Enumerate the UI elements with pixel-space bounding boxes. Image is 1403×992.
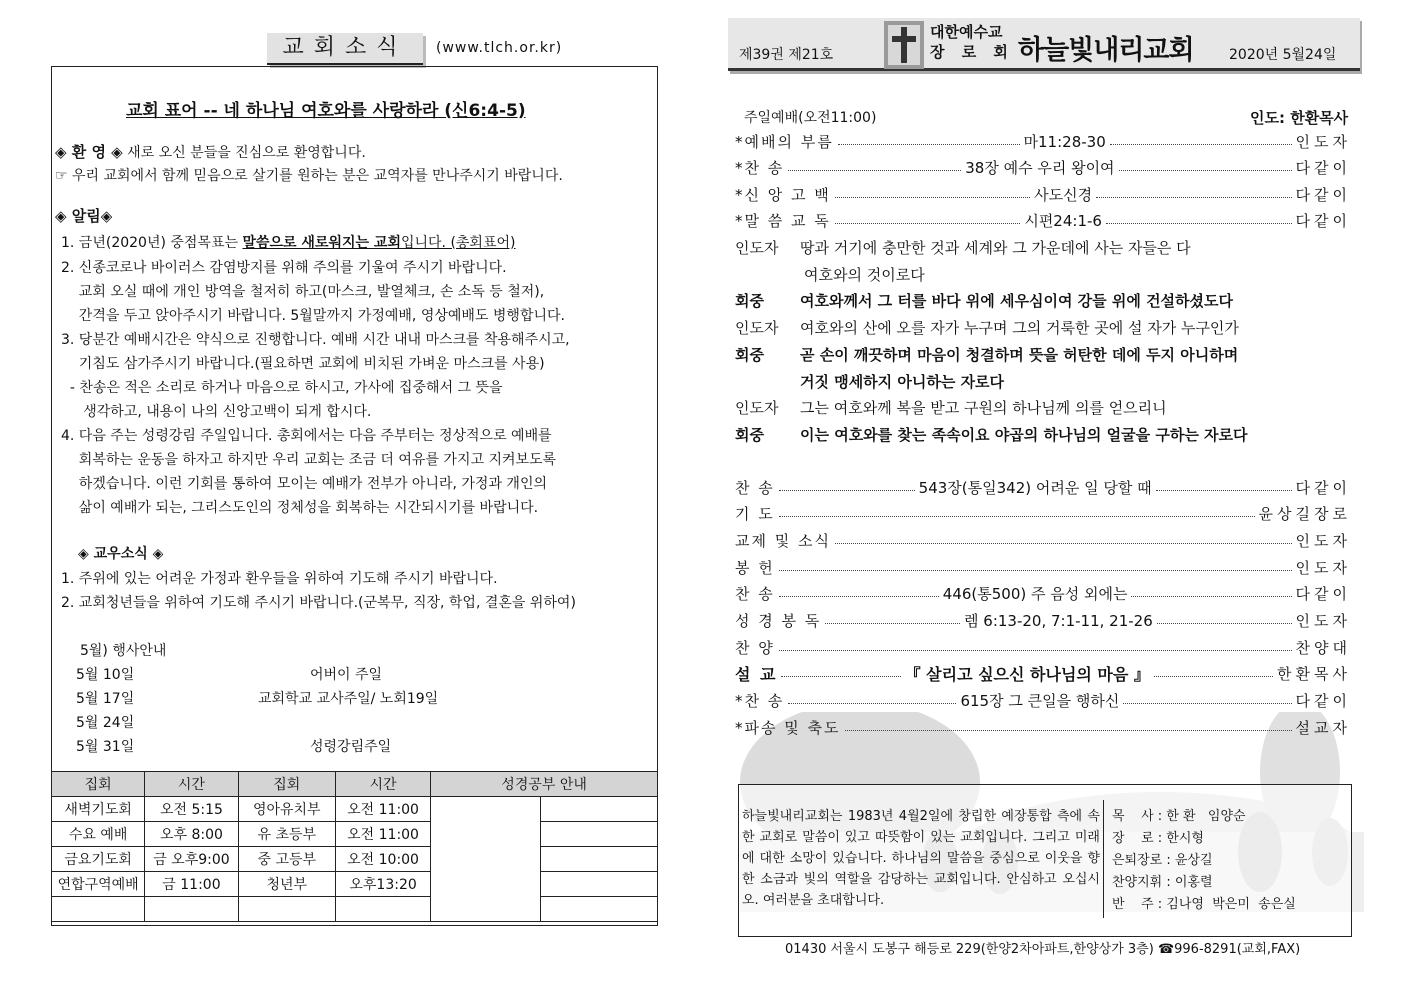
leader-dots — [1156, 490, 1292, 491]
order-role: 인도자 — [1295, 612, 1351, 630]
event-name: 성령강림주일 — [310, 739, 392, 755]
denomination-line-1: 대한예수교 — [930, 23, 1003, 41]
leader-dots — [1096, 197, 1291, 198]
schedule-header: 집회 — [52, 772, 145, 797]
church-motto: 교회 표어 -- 네 하나님 여호와를 사랑하라 (신6:4-5) — [126, 101, 526, 121]
responsive-text: 그는 여호와께 복을 받고 구원의 하나님께 의를 얻으리니 — [800, 399, 1167, 418]
responsive-text: 이는 여호와를 찾는 족속이요 야곱의 하나님의 얼굴을 구하는 자로다 — [800, 425, 1248, 444]
bible-study-cell — [540, 797, 657, 822]
order-role: 한환목사 — [1277, 665, 1351, 684]
notice-item: 생각하고, 내용이 나의 신앙고백이 되게 합시다. — [61, 404, 372, 420]
service-leader: 인도: 한환목사 — [1250, 109, 1349, 127]
order-role: 인도자 — [1295, 558, 1351, 577]
notice-item: 하겠습니다. 이런 기회를 통하여 모이는 예배가 전부가 아니라, 가정과 개인의 — [61, 476, 547, 492]
staff-member: 찬양지휘 : 이홍렬 — [1112, 875, 1213, 890]
schedule-row — [52, 872, 658, 897]
bible-study-cell — [540, 847, 657, 872]
welcome-text: 새로 오신 분들을 진심으로 환영합니다. — [122, 145, 366, 161]
congregation-label: 회중 — [735, 292, 764, 311]
order-item — [735, 184, 1351, 204]
bible-study-cell — [540, 822, 657, 847]
order-label: 찬 송 — [735, 478, 775, 497]
order-label: 찬 송 — [735, 585, 775, 604]
schedule-cell: 오전 11:00 — [335, 822, 430, 847]
volume-number: 제39권 제21호 — [739, 47, 834, 63]
leader-dots — [1106, 223, 1292, 224]
schedule-row — [52, 822, 658, 847]
leader-dots — [838, 144, 1020, 145]
schedule-header: 집회 — [238, 772, 335, 797]
leader-dots — [1157, 623, 1292, 624]
leader-dots — [1131, 596, 1291, 597]
order-role: 인도자 — [1295, 132, 1352, 151]
order-label: *찬 송 — [735, 159, 785, 177]
order-item — [735, 477, 1351, 497]
responsive-text: 여호와께서 그 터를 바다 위에 세우심이여 강들 위에 건설하셨도다 — [800, 292, 1234, 311]
notice-item: 2. 신종코로나 바이러스 감염방지를 위해 주의를 기울여 주시기 바랍니다. — [61, 260, 507, 276]
welcome-line-2: ☞ 우리 교회에서 함께 믿음으로 살기를 원하는 분은 교역자를 만나주시기 바랍니다. — [55, 168, 563, 184]
event-name: 어버이 주일 — [310, 667, 383, 683]
staff-member: 반 주 : 김나영 박은미 송은실 — [1112, 897, 1296, 912]
order-item — [735, 717, 1351, 737]
notice-item-1-c: 입니다. (총회표어) — [400, 235, 516, 251]
info-divider — [1103, 800, 1104, 918]
order-content: 『 살리고 싶으신 하나님의 마음 』 — [904, 665, 1150, 685]
bible-study-cell — [540, 872, 657, 897]
schedule-cell: 중 고등부 — [238, 847, 335, 872]
responsive-text: 곧 손이 깨끗하며 마음이 청결하며 뜻을 허탄한 데에 두지 아니하며 — [800, 345, 1239, 364]
order-role: 설교자 — [1295, 718, 1351, 737]
schedule-cell: 새벽기도회 — [52, 797, 145, 822]
schedule-cell: 오전 11:00 — [335, 797, 430, 822]
order-label: *찬 송 — [735, 692, 785, 711]
order-label: *신 앙 고 백 — [735, 185, 831, 204]
leader-dots — [788, 170, 961, 171]
church-address: 01430 서울시 도봉구 해등로 229(한양2차아파트,한양상가 3층) ☎996-8291(교회,FAX) — [785, 942, 1301, 957]
schedule-cell: 유 초등부 — [238, 822, 335, 847]
schedule-row — [52, 897, 658, 922]
welcome-heading: ◈ 환 영 ◈ — [55, 143, 123, 161]
order-role: 인도자 — [1295, 531, 1351, 550]
order-role: 찬양대 — [1295, 638, 1351, 657]
notice-item: 교회 오실 때에 개인 방역을 철저히 하고(마스크, 발열체크, 손 소독 등 철저), — [61, 284, 545, 300]
order-content: 38장 예수 우리 왕이여 — [965, 159, 1115, 177]
event-date: 5월 31일 — [76, 739, 135, 755]
leader-dots — [1154, 676, 1273, 677]
leader-dots — [779, 596, 939, 597]
order-item — [735, 584, 1351, 604]
order-role: 다같이 — [1295, 159, 1352, 177]
church-url[interactable]: (www.tlch.or.kr) — [436, 40, 563, 56]
order-item — [735, 158, 1351, 178]
schedule-cell: 오후 8:00 — [145, 822, 238, 847]
order-role: 다같이 — [1295, 585, 1351, 604]
leader-label: 인도자 — [735, 319, 779, 338]
leader-dots — [779, 516, 1255, 517]
schedule-cell: 오전 5:15 — [145, 797, 238, 822]
notice-item-1 — [61, 232, 515, 252]
leader-dots — [835, 197, 1030, 198]
schedule-cell — [145, 897, 238, 922]
order-item — [735, 557, 1351, 577]
event-date: 5월 24일 — [76, 715, 135, 731]
event-name: 교회학교 교사주일/ 노회19일 — [258, 691, 439, 707]
schedule-row — [52, 797, 658, 822]
order-label: *파송 및 축도 — [735, 718, 841, 737]
events-heading: 5월) 행사안내 — [80, 643, 167, 659]
order-item — [735, 611, 1351, 631]
service-time: 주일예배(오전11:00) — [744, 110, 877, 126]
event-date: 5월 10일 — [76, 667, 135, 683]
notice-item: 4. 다음 주는 성령강림 주일입니다. 총회에서는 다음 주부터는 정상적으로 예배를 — [61, 428, 552, 444]
notice-item: 회복하는 운동을 하자고 하지만 우리 교회는 조금 더 여유를 가지고 지켜보도록 — [61, 452, 557, 468]
schedule-cell: 영아유치부 — [238, 797, 335, 822]
notice-item: 3. 당분간 예배시간은 약식으로 진행합니다. 예배 시간 내내 마스크를 착용해주시고, — [61, 332, 570, 348]
notice-item-1-goal: 말씀으로 새로워지는 교회 — [242, 235, 401, 251]
order-role: 다같이 — [1295, 212, 1351, 230]
order-role: 다같이 — [1295, 692, 1351, 711]
schedule-header: 시간 — [335, 772, 430, 797]
staff-list — [1112, 806, 1296, 916]
schedule-header: 성경공부 안내 — [431, 772, 658, 797]
schedule-header: 시간 — [145, 772, 238, 797]
leader-dots — [845, 730, 1292, 731]
order-label: 기 도 — [735, 505, 775, 524]
schedule-cell — [335, 897, 430, 922]
schedule-cell: 수요 예배 — [52, 822, 145, 847]
notice-item: 기침도 삼가주시기 바랍니다.(필요하면 교회에 비치된 가벼운 마스크를 사용) — [61, 356, 545, 372]
schedule-cell — [52, 897, 145, 922]
leader-label: 인도자 — [735, 239, 779, 257]
denomination-line-2: 장 로 회 — [930, 43, 1014, 61]
order-content: 543장(통일342) 어려운 일 당할 때 — [918, 478, 1152, 497]
order-label: 찬 양 — [735, 638, 775, 657]
staff-member: 목 사 : 한 환 임양순 — [1112, 809, 1246, 824]
order-item — [735, 504, 1351, 524]
responsive-text: 땅과 거기에 충만한 것과 세계와 그 가운데에 사는 자들은 다 — [800, 239, 1191, 257]
notice-item: 간격을 두고 앉아주시기 바랍니다. 5월말까지 가정예배, 영상예배도 병행합니다. — [61, 308, 565, 324]
order-content: 615장 그 큰일을 행하신 — [960, 692, 1120, 711]
welcome-line — [55, 141, 366, 162]
responsive-text: 거짓 맹세하지 아니하는 자로다 — [800, 372, 1005, 391]
order-content: 시편24:1-6 — [1024, 212, 1102, 230]
schedule-table — [51, 771, 658, 922]
leader-dots — [1119, 170, 1292, 171]
schedule-cell: 금 오후9:00 — [145, 847, 238, 872]
order-item — [735, 664, 1351, 684]
leader-dots — [788, 703, 956, 704]
schedule-cell: 연합구역예배 — [52, 872, 145, 897]
leader-dots — [779, 570, 1292, 571]
leader-label: 인도자 — [735, 399, 779, 418]
cross-icon — [884, 21, 924, 69]
news-title: 교회소식 — [267, 33, 423, 65]
leader-dots — [835, 223, 1021, 224]
notice-item: - 찬송은 적은 소리로 하거나 마음으로 하시고, 가사에 집중해서 그 뜻을 — [61, 380, 503, 396]
leader-dots — [779, 650, 1292, 651]
responsive-text: 여호와의 산에 오를 자가 누구며 그의 거룩한 곳에 설 자가 누구인가 — [800, 319, 1239, 338]
schedule-cell: 금요기도회 — [52, 847, 145, 872]
order-label: *말 씀 교 독 — [735, 212, 831, 230]
order-role: 다같이 — [1295, 185, 1351, 204]
schedule-cell — [238, 897, 335, 922]
schedule-cell: 오후13:20 — [335, 872, 430, 897]
leader-dots — [1123, 703, 1291, 704]
church-introduction: 하늘빛내리교회는 1983년 4월2일에 창립한 예장통합 측에 속한 교회로 말씀이 있고 따뜻함이 있는 교회입니다. 그리고 미래에 대한 소망이 있습니다. 하나님의 말씀을 중심으로 이웃을 향한 소금과 빛의 역할을 감당하는 교회입니다. 안심하고 오십시오. 여러분을 초대합니다. — [742, 809, 1100, 908]
leader-dots — [781, 676, 900, 677]
event-date: 5월 17일 — [76, 691, 135, 707]
denomination — [930, 22, 1014, 62]
bible-study-cell — [540, 897, 657, 922]
order-label: 성 경 봉 독 — [735, 612, 822, 630]
leader-dots — [779, 490, 915, 491]
church-name: 하늘빛내리교회 — [1018, 35, 1194, 66]
order-item — [735, 691, 1351, 711]
notice-item-1-a: 1. 금년(2020년) 중점목표는 — [61, 235, 243, 251]
leader-dots — [825, 623, 960, 624]
order-content: 사도신경 — [1034, 185, 1093, 204]
schedule-cell: 청년부 — [238, 872, 335, 897]
leader-dots — [835, 543, 1292, 544]
office-item: 1. 주위에 있는 어려운 가정과 환우들을 위하여 기도해 주시기 바랍니다. — [61, 571, 498, 587]
order-item — [735, 530, 1351, 550]
schedule-cell: 금 11:00 — [145, 872, 238, 897]
notice-heading: ◈ 알림◈ — [55, 207, 113, 225]
bulletin-date: 2020년 5월24일 — [1229, 47, 1337, 63]
order-item — [735, 637, 1351, 657]
congregation-label: 회중 — [735, 425, 764, 444]
congregation-label: 회중 — [735, 345, 764, 364]
order-role: 윤상길장로 — [1258, 505, 1351, 524]
responsive-text: 여호와의 것이로다 — [804, 265, 925, 284]
order-label: 설 교 — [735, 665, 778, 685]
order-label: 교제 및 소식 — [735, 531, 831, 550]
staff-member: 은퇴장로 : 윤상길 — [1112, 853, 1213, 868]
bible-study-cell — [431, 797, 540, 922]
staff-member: 장 로 : 한시형 — [1112, 831, 1204, 846]
order-item — [735, 131, 1351, 151]
schedule-row — [52, 847, 658, 872]
order-label: *예배의 부름 — [735, 132, 834, 151]
office-item: 2. 교회청년들을 위하여 기도해 주시기 바랍니다.(군복무, 직장, 학업, 결혼을 위하여) — [61, 595, 576, 611]
leader-dots — [1110, 144, 1292, 145]
schedule-cell: 오전 10:00 — [335, 847, 430, 872]
order-role: 다같이 — [1295, 478, 1351, 497]
order-content: 마11:28-30 — [1023, 132, 1106, 151]
order-label: 봉 헌 — [735, 558, 775, 577]
notice-item: 삶이 예배가 되는, 그리스도인의 정체성을 회복하는 시간되시기를 바랍니다. — [61, 500, 539, 516]
order-content: 렘 6:13-20, 7:1-11, 21-26 — [964, 612, 1153, 630]
office-heading: ◈ 교우소식 ◈ — [78, 546, 164, 562]
order-content: 446(통500) 주 음성 외에는 — [942, 585, 1128, 604]
order-item — [735, 211, 1351, 231]
